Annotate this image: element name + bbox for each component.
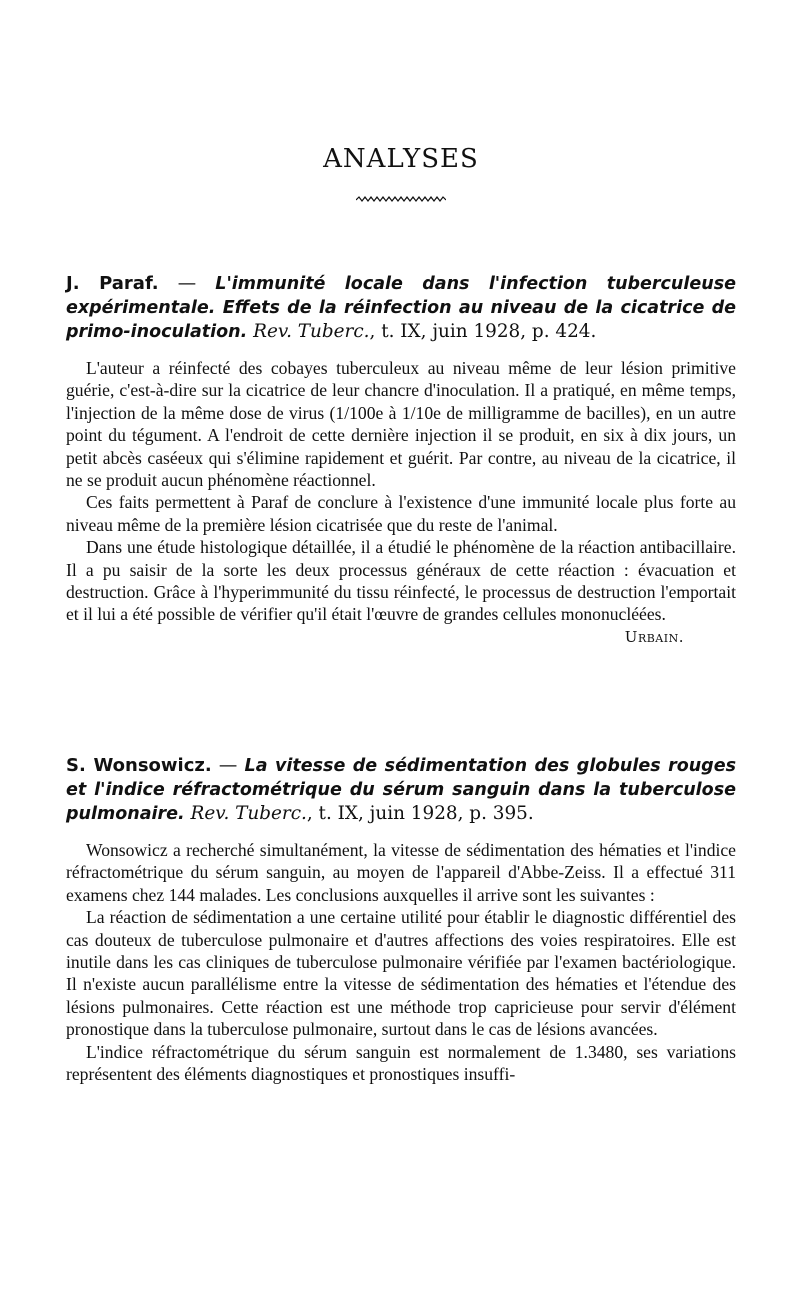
journal-reference: , t. IX, juin 1928, p. 424. xyxy=(369,321,597,342)
reviewer-signature: Urbain. xyxy=(624,627,684,646)
title-dash: — xyxy=(158,273,216,294)
paragraph: Ces faits permettent à Paraf de conclure à l'existence d'une immunité locale plus forte au niveau même de la première lésion cicatrisée que du reste de l'animal. xyxy=(66,492,736,535)
article-title-block xyxy=(66,272,736,344)
decorative-rule xyxy=(356,196,446,204)
article-paraf xyxy=(66,272,736,646)
paragraph: Dans une étude histologique détaillée, il a étudié le phénomène de la réaction antibacillaire. Il a pu saisir de la sorte les deux processus généraux de cette réaction : évacuation et destruction. Grâce à l'hyperimmunité du tissu réinfecté, le processus de destruction l'emportait et il lui a été possible de vérifier qu'il était l'œuvre de grandes cellules mononucléées. xyxy=(66,537,736,625)
article-title-block xyxy=(66,754,736,826)
journal-name: Rev. Tuberc. xyxy=(190,803,307,824)
article-wonsowicz xyxy=(66,754,736,1085)
article-author: S. Wonsowicz. xyxy=(66,755,212,776)
paragraph: Wonsowicz a recherché simultanément, la vitesse de sédimentation des hématies et l'indice réfractométrique du sérum sanguin, au moyen de l'appareil d'Abbe-Zeiss. Il a effectué 311 examens chez 144 malades. Les conclusions auxquelles il arrive sont les suivantes : xyxy=(66,840,736,905)
article-title: La vitesse de sédimentation des globules rouges et l'indice réfractométrique du sérum sanguin dans la tuberculose pulmonaire. xyxy=(66,756,736,824)
title-dash: — xyxy=(211,755,245,776)
article-body xyxy=(66,357,736,626)
paragraph: La réaction de sédimentation a une certaine utilité pour établir le diagnostic différentiel des cas douteux de tuberculose pulmonaire et d'autres affections des voies respiratoires. Elle est inutile dans les cas cliniques de tuberculose pulmonaire vérifiée par l'examen bactériologique. Il n'existe aucun parallélisme entre la vitesse de sédimentation des hématies et l'étendue des lésions pulmonaires. Cette réaction est une méthode trop capricieuse pour servir d'élément pronostique dans la tuberculose pulmonaire, surtout dans le cas de lésions avancées. xyxy=(66,907,736,1040)
article-title: L'immunité locale dans l'infection tuberculeuse expérimentale. Effets de la réinfection au niveau de la cicatrice de primo-inoculation. xyxy=(66,274,736,342)
article-body xyxy=(66,839,736,1085)
page-heading: ANALYSES xyxy=(323,144,479,174)
paragraph: L'indice réfractométrique du sérum sanguin est normalement de 1.3480, ses variations représentent des éléments diagnostiques et pronostiques insuffi- xyxy=(66,1041,736,1085)
article-author: J. Paraf. xyxy=(66,273,159,294)
paragraph: L'auteur a réinfecté des cobayes tuberculeux au niveau même de leur lésion primitive guérie, c'est-à-dire sur la cicatrice de leur chancre d'inoculation. Il a pratiqué, en même temps, l'injection de la même dose de virus (1/100e à 1/10e de milligramme de bacilles), en un autre point du tégument. A l'endroit de cette dernière injection il se produit, en six à dix jours, un petit abcès caséeux qui s'élimine rapidement et guérit. Par contre, au niveau de la cicatrice, il ne se produit aucun phénomène réactionnel. xyxy=(66,358,736,491)
journal-name: Rev. Tuberc. xyxy=(253,321,370,342)
journal-reference: , t. IX, juin 1928, p. 395. xyxy=(306,803,534,824)
